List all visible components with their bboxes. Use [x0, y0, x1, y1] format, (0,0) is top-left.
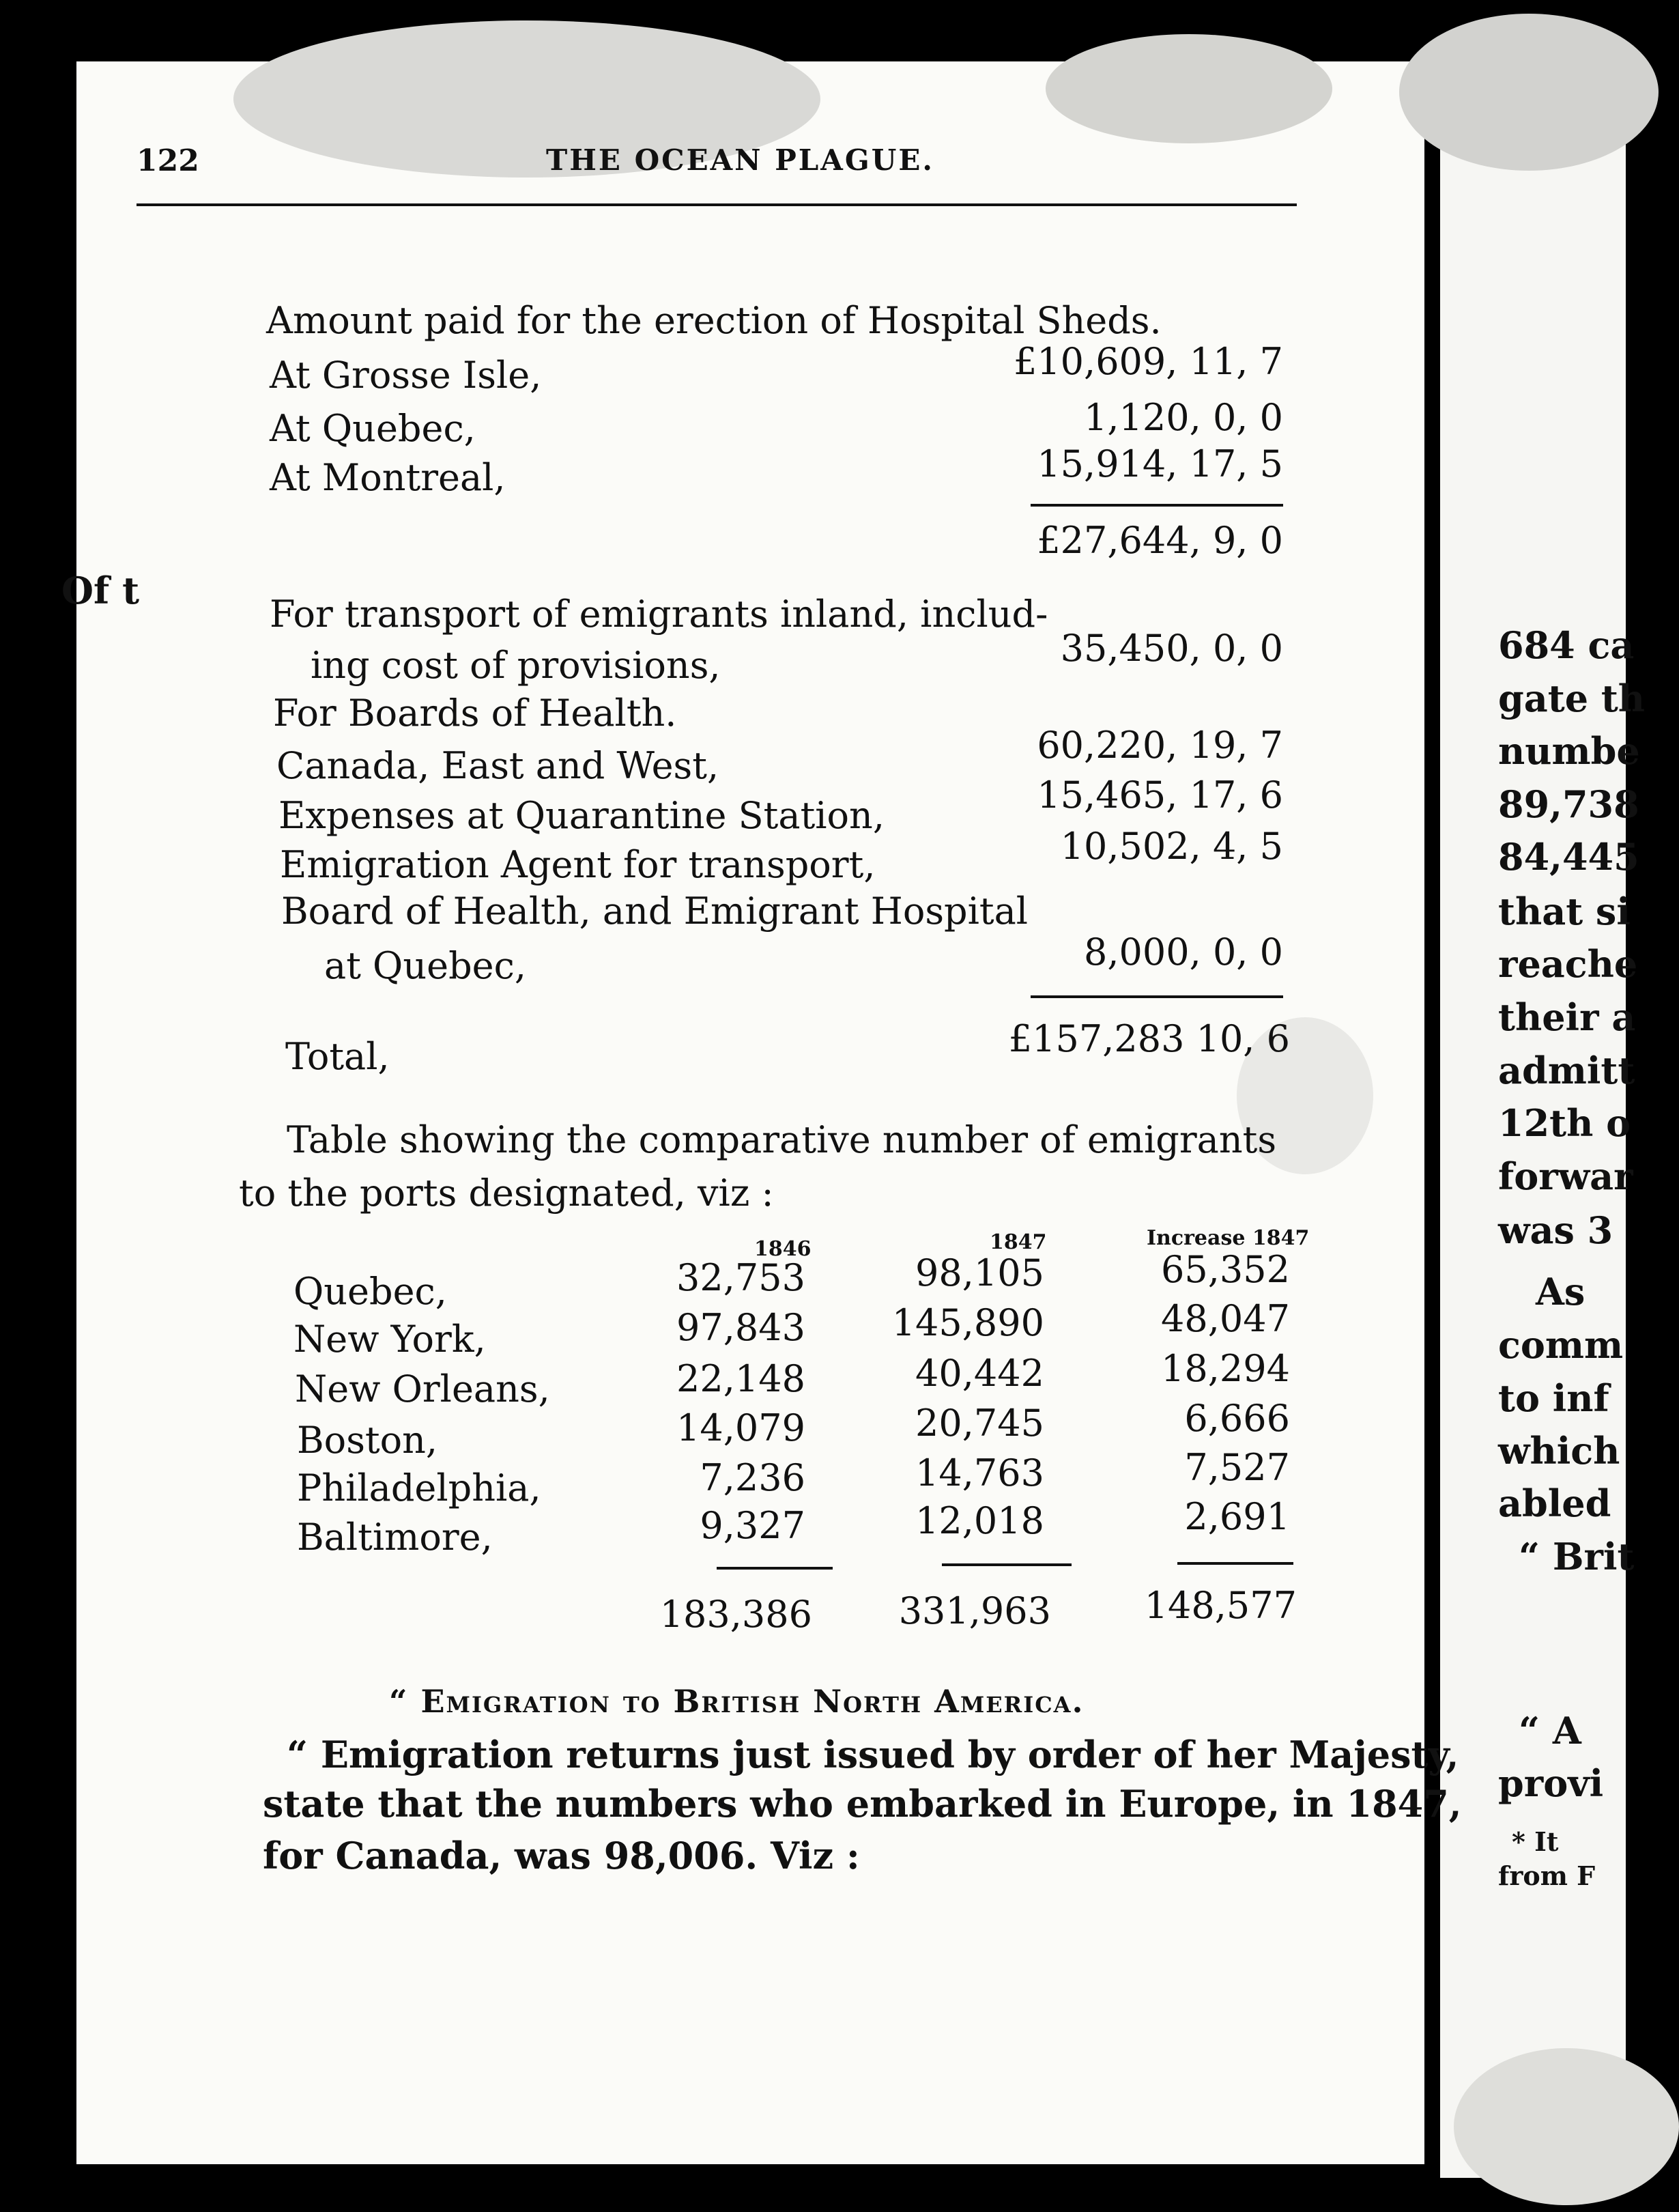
port-name: Quebec, [293, 1270, 447, 1313]
ledger-amount: 1,120, 0, 0 [1084, 396, 1283, 439]
facing-page-footnote: * It [1512, 1826, 1559, 1857]
running-title: THE OCEAN PLAGUE. [546, 143, 935, 177]
page-number: 122 [137, 143, 199, 178]
port-name: Philadelphia, [297, 1466, 541, 1509]
facing-page-text: which [1498, 1429, 1620, 1473]
ledger-label: at Quebec, [324, 944, 526, 987]
ledger-amount: 35,450, 0, 0 [1060, 627, 1283, 670]
port-name: Boston, [297, 1419, 438, 1462]
facing-page-text: that si [1498, 890, 1631, 933]
facing-page-footnote: from F [1498, 1860, 1596, 1891]
sum-rule [717, 1567, 833, 1570]
facing-page-text: admitt [1498, 1049, 1635, 1092]
facing-page-text: provi [1498, 1761, 1604, 1805]
port-name: Baltimore, [297, 1516, 493, 1559]
ledger-label: Emigration Agent for transport, [280, 843, 876, 886]
facing-page-text: was 3 [1498, 1208, 1613, 1252]
table-cell: 18,294 [1161, 1347, 1290, 1390]
ledger-amount: 60,220, 19, 7 [1037, 724, 1283, 767]
facing-page-text: 84,445 [1498, 835, 1639, 879]
ledger-amount: 15,914, 17, 5 [1037, 442, 1283, 485]
facing-page-text: to inf [1498, 1376, 1609, 1420]
body-text: “ Emigration returns just issued by order of her Majesty, [287, 1733, 1459, 1776]
ledger-label: At Montreal, [270, 456, 506, 499]
ledger-label: For transport of emigrants inland, includ- [270, 593, 1048, 636]
sum-rule [942, 1563, 1072, 1566]
ledger-amount: 8,000, 0, 0 [1084, 931, 1283, 974]
facing-page-text: gate th [1498, 677, 1646, 720]
table-cell: 22,148 [676, 1357, 805, 1400]
body-text: state that the numbers who embarked in Europe, in 1847, [263, 1782, 1462, 1826]
ledger-amount: £10,609, 11, 7 [1013, 340, 1283, 383]
facing-page-text: As [1536, 1270, 1585, 1314]
ledger-label: At Quebec, [270, 407, 476, 450]
table-cell: 9,327 [700, 1504, 805, 1547]
table-total: 183,386 [659, 1593, 812, 1636]
sum-rule [1031, 995, 1283, 998]
ledger-subtotal: £27,644, 9, 0 [1037, 519, 1283, 562]
hospital-heading: Amount paid for the erection of Hospital Sheds. [266, 299, 1162, 342]
facing-page-text: reache [1498, 942, 1638, 986]
table-cell: 6,666 [1184, 1397, 1290, 1440]
facing-page-text: “ Brit [1519, 1535, 1635, 1578]
table-cell: 97,843 [676, 1306, 805, 1349]
facing-page-text: “ A [1519, 1709, 1581, 1753]
ledger-amount: 15,465, 17, 6 [1037, 774, 1283, 817]
facing-page-text: numbe [1498, 729, 1640, 773]
port-name: New Orleans, [295, 1367, 550, 1410]
table-intro: to the ports designated, viz : [239, 1172, 774, 1215]
facing-page-text: 89,738 [1498, 782, 1639, 826]
facing-page-text: 12th o [1498, 1101, 1631, 1145]
table-cell: 14,763 [915, 1451, 1044, 1494]
table-cell: 12,018 [915, 1499, 1044, 1542]
facing-page-text: forwar [1498, 1154, 1633, 1198]
port-name: New York, [293, 1318, 486, 1361]
facing-page-text: Of t [61, 569, 140, 612]
table-total: 331,963 [898, 1589, 1051, 1632]
ledger-label: ing cost of provisions, [311, 644, 721, 687]
header-rule [137, 203, 1297, 206]
table-cell: 40,442 [915, 1352, 1044, 1395]
page-shadow [1454, 2048, 1679, 2205]
page-shadow [1046, 34, 1332, 143]
total-label: Total, [285, 1035, 390, 1078]
table-total: 148,577 [1144, 1584, 1297, 1627]
sum-rule [1031, 504, 1283, 507]
table-cell: 98,105 [915, 1251, 1044, 1294]
facing-page-text: 684 ca [1498, 623, 1635, 667]
table-cell: 7,236 [700, 1456, 805, 1499]
ledger-label: Board of Health, and Emigrant Hospital [281, 890, 1029, 933]
column-header: 1846 [754, 1237, 812, 1261]
table-cell: 48,047 [1161, 1297, 1290, 1340]
table-cell: 32,753 [676, 1256, 805, 1299]
total-amount: £157,283 10, 6 [1008, 1017, 1290, 1060]
table-cell: 145,890 [891, 1301, 1044, 1344]
page-shadow [1399, 14, 1659, 171]
column-header: Increase 1847 [1147, 1226, 1310, 1250]
table-cell: 7,527 [1184, 1446, 1290, 1489]
facing-page-text: abled [1498, 1481, 1611, 1525]
ledger-label: At Grosse Isle, [270, 354, 542, 397]
boards-heading: For Boards of Health. [273, 692, 677, 735]
table-cell: 65,352 [1161, 1248, 1290, 1291]
sum-rule [1177, 1562, 1293, 1565]
ledger-label: Canada, East and West, [276, 744, 719, 787]
facing-page-text: their a [1498, 995, 1636, 1039]
table-intro: Table showing the comparative number of emigrants [287, 1118, 1277, 1161]
table-cell: 14,079 [676, 1406, 805, 1449]
body-text: for Canada, was 98,006. Viz : [263, 1834, 860, 1877]
table-cell: 20,745 [915, 1402, 1044, 1445]
column-header: 1847 [990, 1230, 1047, 1254]
running-head [137, 143, 1297, 198]
facing-page-text: comm [1498, 1323, 1624, 1367]
table-cell: 2,691 [1184, 1495, 1290, 1538]
ledger-label: Expenses at Quarantine Station, [278, 794, 885, 837]
ledger-amount: 10,502, 4, 5 [1060, 825, 1283, 868]
section-heading: “ Emigration to British North America. [389, 1683, 1085, 1720]
